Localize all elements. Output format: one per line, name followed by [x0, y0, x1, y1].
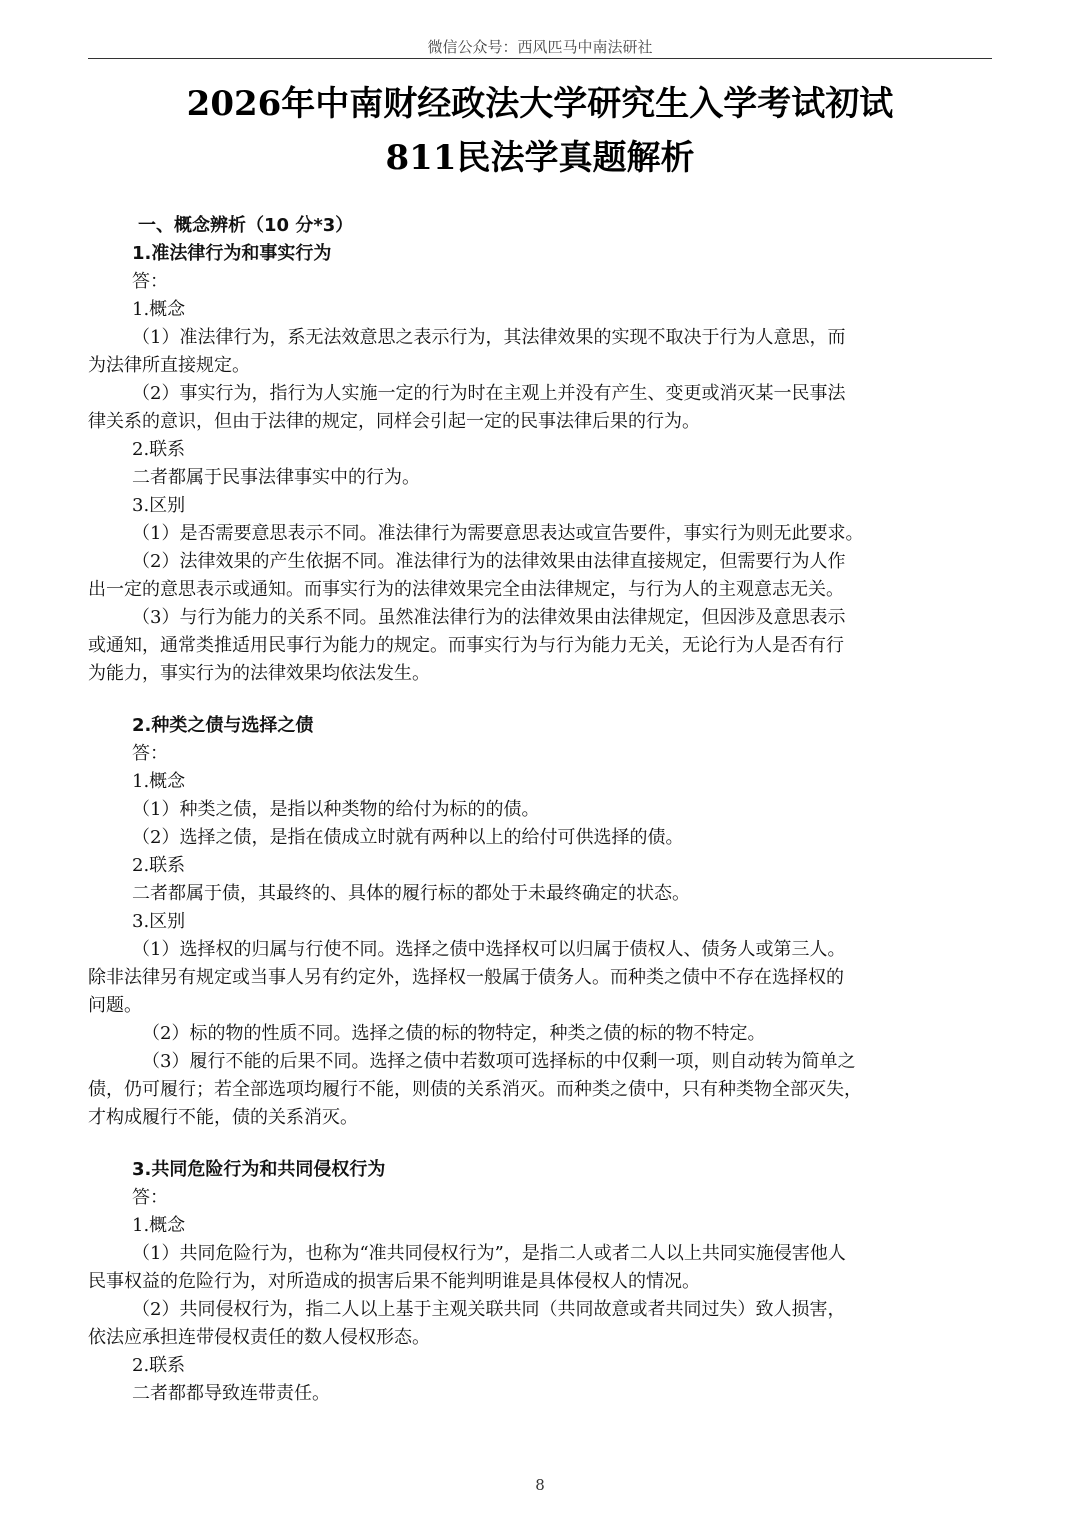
header-divider	[88, 58, 992, 59]
paragraph-line: 为能力，事实行为的法律效果均依法发生。	[88, 663, 430, 684]
paragraph-line: 出一定的意思表示或通知。而事实行为的法律效果完全由法律规定，与行为人的主观意志无关。	[88, 579, 844, 600]
paragraph-line: 二者都属于债，其最终的、具体的履行标的都处于未最终确定的状态。	[132, 883, 690, 904]
spacer	[88, 688, 992, 712]
paragraph-line: 才构成履行不能，债的关系消灭。	[88, 1107, 358, 1128]
paragraph-line: 债，仍可履行；若全部选项均履行不能，则债的关系消灭。而种类之债中，只有种类物全部灭失，	[88, 1079, 862, 1100]
header-wechat-account: 微信公众号：西风匹马中南法研社	[427, 38, 653, 56]
document-title-line-2: 811民法学真题解析	[385, 138, 695, 178]
question-3-heading: 3.共同危险行为和共同侵权行为	[132, 1159, 386, 1180]
paragraph-line: （1）是否需要意思表示不同。准法律行为需要意思表达或宣告要件，事实行为则无此要求。	[132, 523, 864, 544]
concept-label: 1.概念	[132, 299, 186, 320]
paragraph-line: （1）选择权的归属与行使不同。选择之债中选择权可以归属于债权人、债务人或第三人。	[132, 939, 846, 960]
answer-label: 答：	[132, 1187, 168, 1208]
paragraph-line: （3）与行为能力的关系不同。虽然准法律行为的法律效果由法律规定，但因涉及意思表示	[132, 607, 846, 628]
difference-label: 3.区别	[132, 495, 186, 516]
question-2-heading: 2.种类之债与选择之债	[132, 715, 314, 736]
paragraph-line: 除非法律另有规定或当事人另有约定外，选择权一般属于债务人。而种类之债中不存在选择权的	[88, 967, 844, 988]
paragraph-line: （3）履行不能的后果不同。选择之债中若数项可选择标的中仅剩一项，则自动转为简单之	[142, 1051, 856, 1072]
document-title-line-1: 2026年中南财经政法大学研究生入学考试初试	[186, 84, 894, 124]
question-1-heading: 1.准法律行为和事实行为	[132, 243, 332, 264]
paragraph-line: （2）法律效果的产生依据不同。准法律行为的法律效果由法律直接规定，但需要行为人作	[132, 551, 846, 572]
answer-label: 答：	[132, 743, 168, 764]
paragraph-line: 问题。	[88, 995, 142, 1016]
paragraph-line: 二者都都导致连带责任。	[132, 1383, 330, 1404]
paragraph-line: （1）共同危险行为，也称为“准共同侵权行为”，是指二人或者二人以上共同实施侵害他人	[132, 1243, 846, 1264]
document-body	[88, 212, 992, 1408]
concept-label: 1.概念	[132, 1215, 186, 1236]
difference-label: 3.区别	[132, 911, 186, 932]
paragraph-line: （1）准法律行为，系无法效意思之表示行为，其法律效果的实现不取决于行为人意思，而	[132, 327, 846, 348]
paragraph-line: 为法律所直接规定。	[88, 355, 250, 376]
relation-label: 2.联系	[132, 855, 186, 876]
paragraph-line: 民事权益的危险行为，对所造成的损害后果不能判明谁是具体侵权人的情况。	[88, 1271, 700, 1292]
page-number: 8	[535, 1476, 545, 1494]
spacer	[88, 1132, 992, 1156]
answer-label: 答：	[132, 271, 168, 292]
paragraph-line: 律关系的意识，但由于法律的规定，同样会引起一定的民事法律后果的行为。	[88, 411, 700, 432]
paragraph-line: （2）标的物的性质不同。选择之债的标的物特定，种类之债的标的物不特定。	[142, 1023, 766, 1044]
paragraph-line: （2）事实行为，指行为人实施一定的行为时在主观上并没有产生、变更或消灭某一民事法	[132, 383, 846, 404]
concept-label: 1.概念	[132, 771, 186, 792]
paragraph-line: 二者都属于民事法律事实中的行为。	[132, 467, 420, 488]
relation-label: 2.联系	[132, 1355, 186, 1376]
section-heading: 一、概念辨析（10 分*3）	[138, 215, 354, 236]
paragraph-line: （2）共同侵权行为，指二人以上基于主观关联共同（共同故意或者共同过失）致人损害，	[132, 1299, 846, 1320]
relation-label: 2.联系	[132, 439, 186, 460]
paragraph-line: 依法应承担连带侵权责任的数人侵权形态。	[88, 1327, 430, 1348]
paragraph-line: 或通知，通常类推适用民事行为能力的规定。而事实行为与行为能力无关，无论行为人是否有行	[88, 635, 844, 656]
paragraph-line: （2）选择之债，是指在债成立时就有两种以上的给付可供选择的债。	[132, 827, 684, 848]
paragraph-line: （1）种类之债，是指以种类物的给付为标的的债。	[132, 799, 540, 820]
